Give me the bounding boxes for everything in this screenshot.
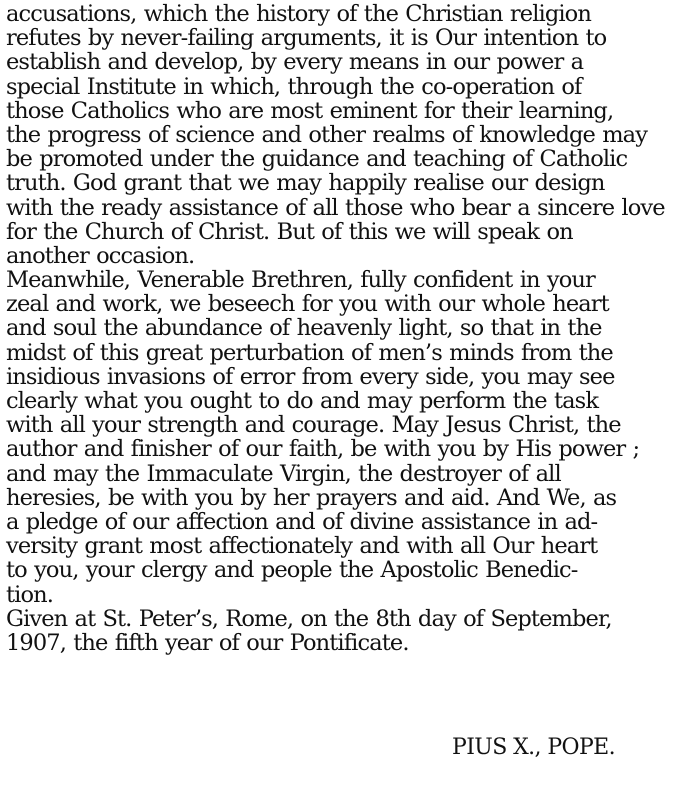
text-line: Given at St. Peter’s, Rome, on the 8th day of September, [6,605,612,632]
text-line: be promoted under the guidance and teaching of Catholic [6,146,628,173]
text-line: to you, your clergy and people the Apostolic Benedic- [6,557,578,584]
text-line: heresies, be with you by her prayers and aid. And We, as [6,484,617,511]
text-line: another occasion. [6,242,195,269]
text-line: refutes by never-failing arguments, it is Our intention to [6,25,607,52]
text-line: truth. God grant that we may happily realise our design [6,170,605,197]
text-line: a pledge of our affection and of divine assistance in ad- [6,508,598,535]
text-line: clearly what you ought to do and may perform the task [6,388,599,414]
text-line: midst of this great perturbation of men’s minds from the [6,339,613,366]
text-line: and may the Immaculate Virgin, the destroyer of all [6,460,561,487]
text-line: author and finisher of our faith, be with you by His power ; [6,436,640,463]
text-line: accusations, which the history of the Christian religion [6,1,591,27]
signature: PIUS X., POPE. [452,735,616,760]
text-line: tion. [6,581,54,608]
text-line: insidious invasions of error from every side, you may see [6,363,615,390]
text-line: those Catholics who are most eminent for their learning, [6,97,614,124]
text-line: with all your strength and courage. May Jesus Christ, the [6,412,621,439]
text-line: the progress of science and other realms of knowledge may [6,121,648,148]
text-line: 1907, the fifth year of our Pontificate. [6,629,409,656]
text-line: and soul the abundance of heavenly light, so that in the [6,315,602,342]
text-line: with the ready assistance of all those who bear a sincere love [6,194,665,221]
text-line: special Institute in which, through the co-operation of [6,73,582,100]
text-line: zeal and work, we beseech for you with our whole heart [6,291,609,318]
text-line: establish and develop, by every means in our power a [6,49,584,76]
text-line: versity grant most affectionately and with all Our heart [6,533,598,560]
document-page [6,2,686,655]
text-line: Meanwhile, Venerable Brethren, fully confident in your [6,267,595,294]
text-line: for the Church of Christ. But of this we will speak on [6,218,573,245]
